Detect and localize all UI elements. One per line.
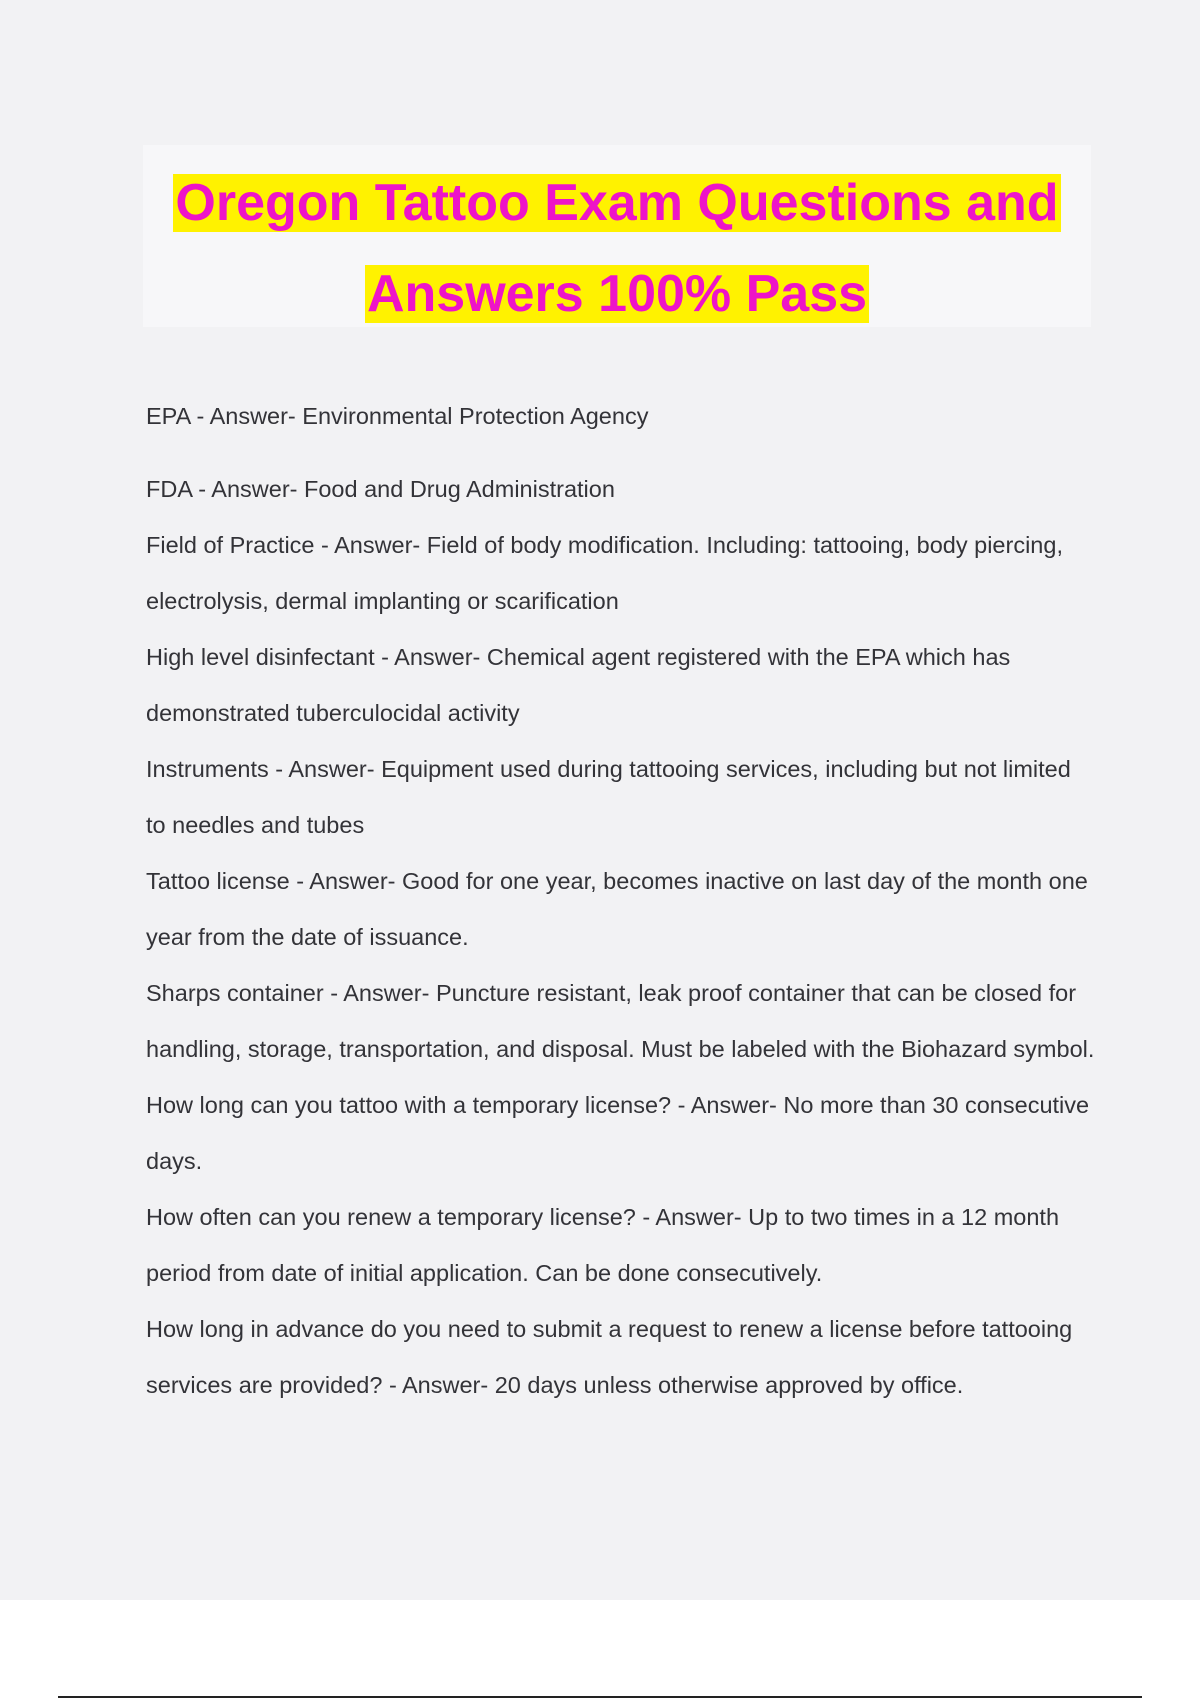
- qa-entry: Tattoo license - Answer- Good for one year, becomes inactive on last day of the month one year from the date of issuance.: [146, 868, 1088, 950]
- qa-entry: High level disinfectant - Answer- Chemical agent registered with the EPA which has demonstrated tuberculocidal activity: [146, 644, 1011, 726]
- qa-entry: Field of Practice - Answer- Field of body modification. Including: tattooing, body piercing, electrolysis, dermal implanting or scarification: [146, 532, 1063, 614]
- title-highlight: Answers 100% Pass: [366, 265, 868, 323]
- page-bottom-rule: [58, 1696, 1142, 1698]
- qa-entry: How long can you tattoo with a temporary license? - Answer- No more than 30 consecutive days.: [146, 1092, 1090, 1174]
- qa-entry: Sharps container - Answer- Puncture resistant, leak proof container that can be closed for handling, storage, transportation, and disposal. Must be labeled with the Biohazard symbol.: [146, 980, 1095, 1062]
- document-title-line-2: [143, 264, 1091, 324]
- qa-entry: Instruments - Answer- Equipment used during tattooing services, including but not limited to needles and tubes: [146, 756, 1071, 838]
- qa-entry: FDA - Answer- Food and Drug Administration: [146, 476, 615, 502]
- title-block: [143, 145, 1091, 327]
- qa-entry: How long in advance do you need to submit a request to renew a license before tattooing services are provided? - Answer- 20 days unless otherwise approved by office.: [146, 1316, 1073, 1398]
- qa-list: [146, 388, 1096, 1413]
- title-highlight: Oregon Tattoo Exam Questions and: [175, 174, 1059, 232]
- document-title-line-1: [143, 173, 1091, 233]
- qa-entry: EPA - Answer- Environmental Protection Agency: [146, 403, 649, 429]
- qa-entry: How often can you renew a temporary license? - Answer- Up to two times in a 12 month period from date of initial application. Can be done consecutively.: [146, 1204, 1060, 1286]
